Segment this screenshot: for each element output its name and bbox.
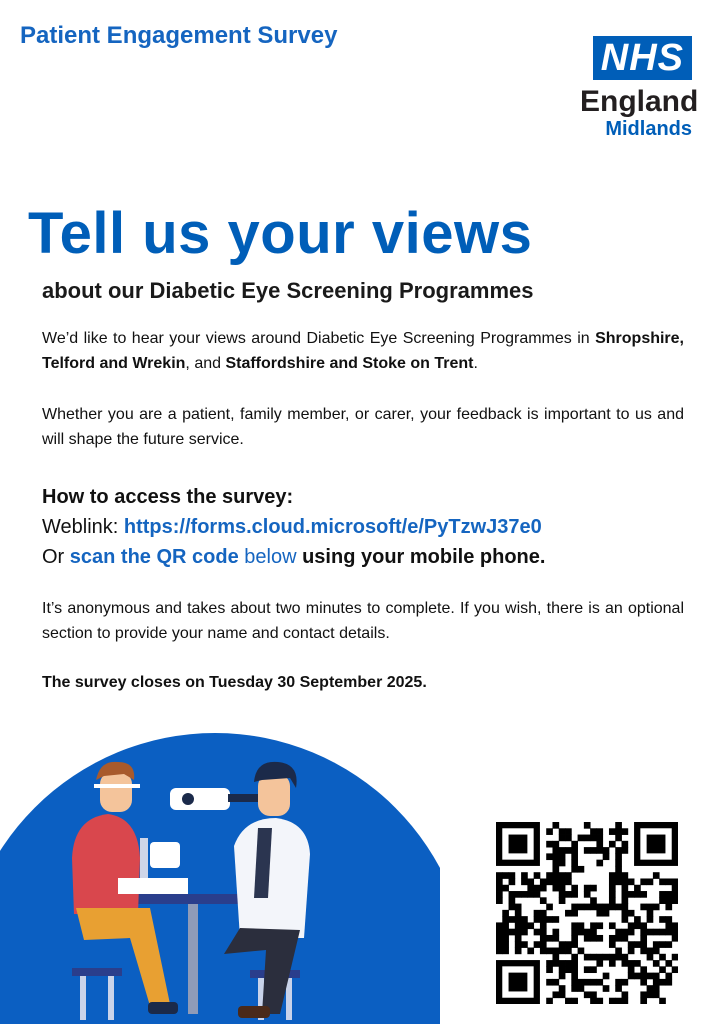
table-leg — [188, 904, 198, 1014]
intro-paragraph — [42, 326, 684, 376]
logo-subregion: Midlands — [605, 118, 692, 140]
eye-screening-illustration — [0, 718, 440, 1024]
clinician-shoe — [238, 1006, 270, 1018]
feedback-paragraph: Whether you are a patient, family member, or carer, your feedback is important to us and will shape the future service. — [42, 406, 684, 448]
device-lens-head — [170, 788, 230, 810]
scan-qr-text: scan the QR code — [69, 546, 239, 568]
or-text: Or — [42, 546, 70, 568]
device-eyepiece — [228, 794, 262, 802]
intro-area-staffordshire: Staffordshire and Stoke on Trent — [225, 355, 474, 372]
weblink-line — [42, 512, 702, 542]
logo-region: England — [580, 85, 699, 118]
survey-label: Patient Engagement Survey — [20, 22, 338, 49]
subheading: about our Diabetic Eye Screening Programmes — [42, 278, 534, 303]
device-column — [140, 838, 148, 878]
below-text: below — [238, 546, 303, 568]
clinician-face — [258, 774, 290, 816]
closing-date: The survey closes on Tuesday 30 September 2025. — [42, 674, 427, 691]
access-section — [42, 482, 702, 572]
anonymous-paragraph: It’s anonymous and takes about two minutes to complete. If you wish, there is an optional section to provide your name and contact details. — [42, 600, 684, 642]
device-lens — [182, 793, 194, 805]
clinician-coat — [234, 818, 310, 938]
survey-weblink[interactable]: https://forms.cloud.microsoft/e/PyTzwJ37e0 — [123, 516, 542, 538]
intro-area-shropshire: Shropshire, Telford and Wrekin — [42, 330, 684, 372]
nhs-england-midlands-logo — [580, 36, 699, 140]
patient-chinrest-bar — [94, 784, 140, 788]
patient-stool-leg — [80, 976, 86, 1020]
weblink-label: Weblink: — [42, 516, 124, 538]
patient-stool-leg — [108, 976, 114, 1020]
survey-qr-code[interactable] — [496, 822, 678, 1004]
patient-stool-seat — [72, 968, 122, 976]
patient-shoe — [148, 1002, 178, 1014]
patient-sweater — [72, 814, 140, 914]
intro-joiner: , and — [185, 355, 226, 372]
device-body — [150, 842, 180, 868]
intro-end: . — [473, 355, 478, 372]
patient-face — [100, 772, 132, 812]
headline: Tell us your views — [28, 201, 533, 266]
device-base — [118, 878, 188, 894]
nhs-logo-box: NHS — [593, 36, 692, 80]
intro-lead: We’d like to hear your views around Diabetic Eye Screening Programmes in — [42, 330, 596, 347]
background-circle — [0, 733, 440, 1024]
qr-instruction-line — [42, 542, 702, 572]
mobile-phone-text: using your mobile phone. — [302, 546, 546, 568]
access-title: How to access the survey: — [42, 486, 294, 508]
